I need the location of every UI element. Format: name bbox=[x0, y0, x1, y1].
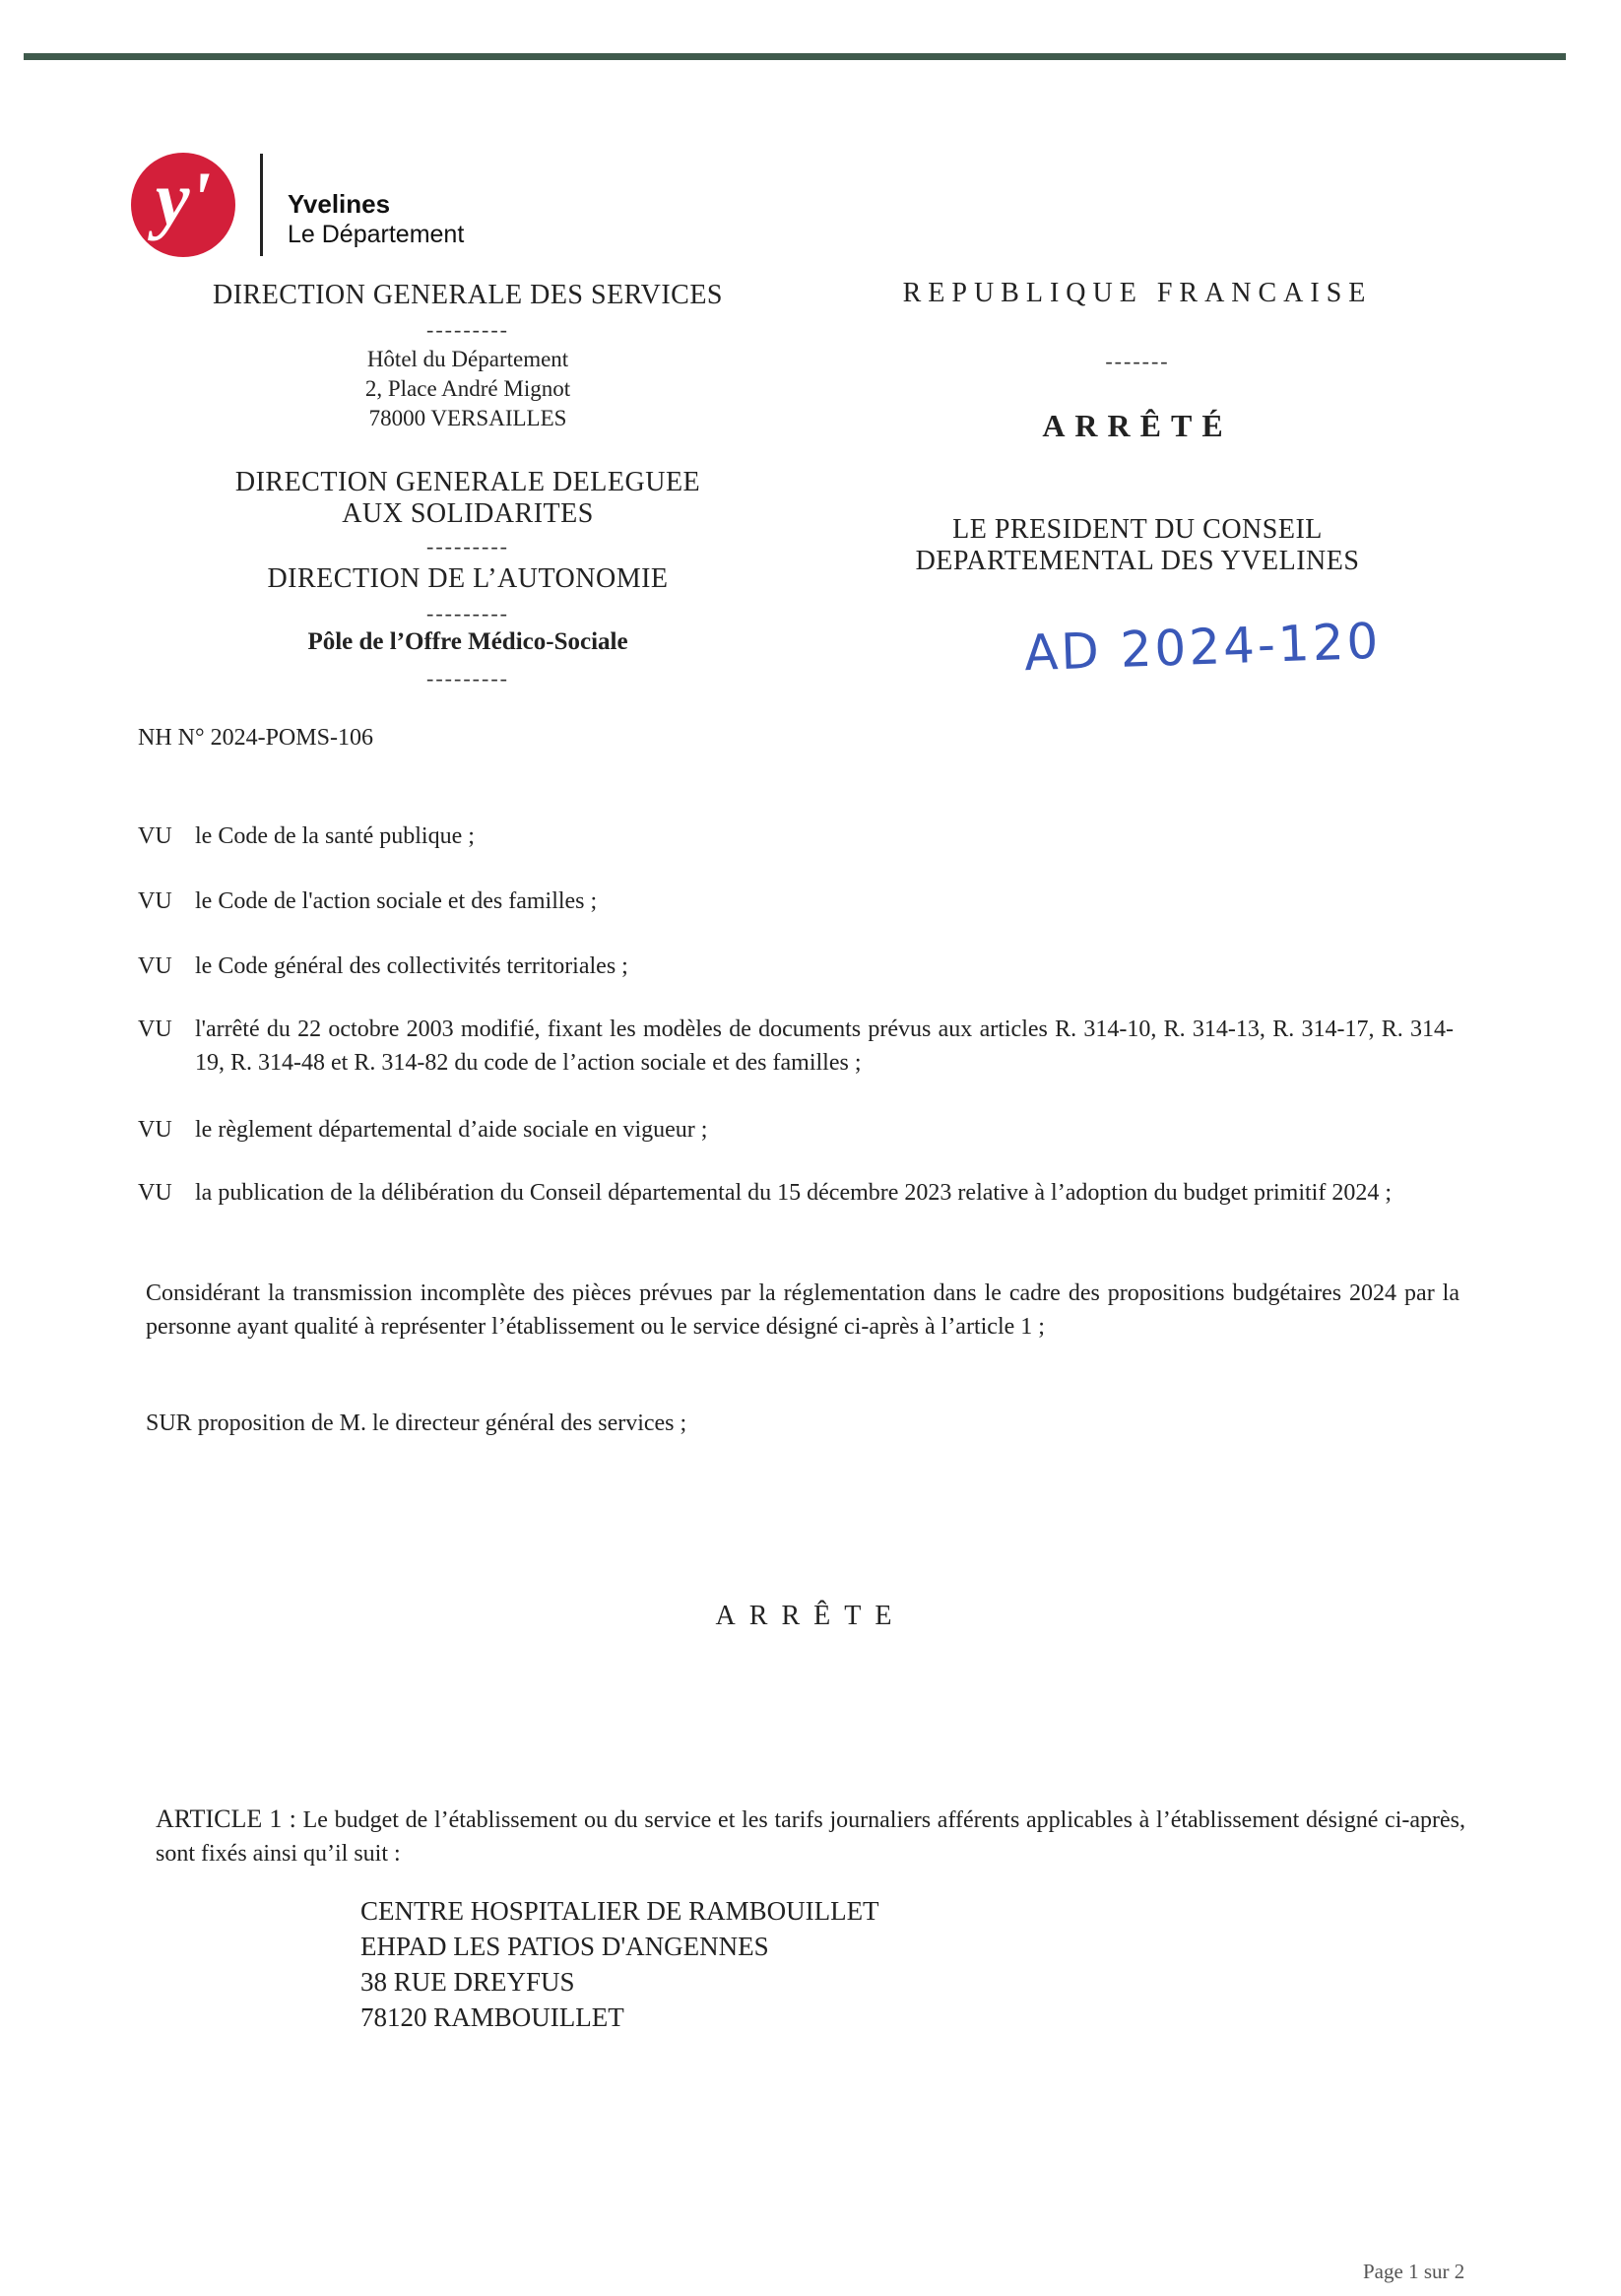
vu-label: VU bbox=[138, 953, 172, 979]
vu-label: VU bbox=[138, 823, 172, 849]
vu-label: VU bbox=[138, 1180, 172, 1206]
article-text: Le budget de l’établissement ou du service et les tarifs journaliers afférents applicables à l’établissement désigné ci-après, sont fixés ainsi qu’il suit : bbox=[156, 1807, 1465, 1867]
separator: --------- bbox=[426, 534, 509, 558]
article-1 bbox=[156, 1803, 1465, 1870]
vu-text: le Code général des collectivités territoriales ; bbox=[195, 953, 628, 979]
vu-text: l'arrêté du 22 octobre 2003 modifié, fixant les modèles de documents prévus aux articles R. 314-10, R. 314-13, R. 314-17, R. 314-19, R. 314-48 et R. 314-82 du code de l’action sociale et des familles ; bbox=[195, 1017, 1454, 1076]
dgd-line-2: AUX SOLIDARITES bbox=[342, 498, 594, 529]
vu-item bbox=[138, 885, 1458, 918]
vu-item bbox=[138, 1176, 1458, 1210]
arrete-title: ARRÊTÉ bbox=[1042, 408, 1233, 443]
address-line: Hôtel du Département bbox=[366, 347, 569, 371]
separator: ------- bbox=[1105, 349, 1170, 373]
direction-generale-services: DIRECTION GENERALE DES SERVICES bbox=[212, 280, 724, 310]
considerant-paragraph: Considérant la transmission incomplète des pièces prévues par la réglementation dans le cadre des propositions budgétaires 2024 par la personne ayant qualité à représenter l’établissement ou le service désigné ci-après à l’article 1 ; bbox=[146, 1280, 1459, 1340]
vu-item bbox=[138, 1013, 1458, 1080]
article-label: ARTICLE 1 : bbox=[156, 1804, 296, 1833]
vu-text: la publication de la délibération du Conseil départemental du 15 décembre 2023 relative à l’adoption du budget primitif 2024 ; bbox=[195, 1180, 1392, 1206]
handwritten-reference: AD 2024-120 bbox=[1023, 612, 1383, 683]
direction-autonomie: DIRECTION DE L’AUTONOMIE bbox=[267, 563, 669, 594]
logo-subtitle: Le Département bbox=[288, 221, 465, 248]
separator: --------- bbox=[426, 666, 509, 690]
separator: --------- bbox=[426, 601, 509, 625]
logo-name: Yvelines bbox=[288, 189, 391, 219]
establishment-line: 38 RUE DREYFUS bbox=[360, 1967, 575, 1997]
vu-label: VU bbox=[138, 1117, 172, 1143]
establishment-line: 78120 RAMBOUILLET bbox=[360, 2002, 624, 2032]
establishment-line: EHPAD LES PATIOS D'ANGENNES bbox=[360, 1932, 769, 1961]
separator: --------- bbox=[426, 317, 509, 342]
republique-francaise: REPUBLIQUE FRANCAISE bbox=[902, 278, 1373, 308]
pole-offre: Pôle de l’Offre Médico-Sociale bbox=[307, 628, 628, 655]
vu-item bbox=[138, 820, 1458, 853]
vu-item bbox=[138, 1113, 1458, 1147]
arrete-heading: ARRÊTE bbox=[715, 1601, 906, 1631]
dgd-line-1: DIRECTION GENERALE DELEGUEE bbox=[234, 467, 701, 497]
vu-text: le Code de la santé publique ; bbox=[195, 823, 475, 849]
vu-text: le règlement départemental d’aide sociale en vigueur ; bbox=[195, 1117, 708, 1143]
vu-item bbox=[138, 950, 1458, 983]
logo-divider bbox=[260, 154, 263, 256]
address-block bbox=[138, 345, 798, 433]
top-rule bbox=[24, 53, 1566, 60]
vu-label: VU bbox=[138, 888, 172, 914]
vu-text: le Code de l'action sociale et des familles ; bbox=[195, 888, 598, 914]
president-line-1: LE PRESIDENT DU CONSEIL bbox=[952, 514, 1323, 545]
president-line-2: DEPARTEMENTAL DES YVELINES bbox=[915, 546, 1360, 576]
address-line: 2, Place André Mignot bbox=[364, 376, 571, 401]
vu-label: VU bbox=[138, 1017, 172, 1042]
establishment-block bbox=[360, 1893, 879, 2035]
address-line: 78000 VERSAILLES bbox=[368, 406, 567, 430]
establishment-line: CENTRE HOSPITALIER DE RAMBOUILLET bbox=[360, 1896, 879, 1926]
reference-number: NH N° 2024-POMS-106 bbox=[138, 725, 373, 751]
yvelines-logo-icon: y' bbox=[131, 153, 235, 257]
sur-proposition: SUR proposition de M. le directeur général des services ; bbox=[146, 1410, 687, 1436]
page-number: Page 1 sur 2 bbox=[1363, 2260, 1465, 2283]
